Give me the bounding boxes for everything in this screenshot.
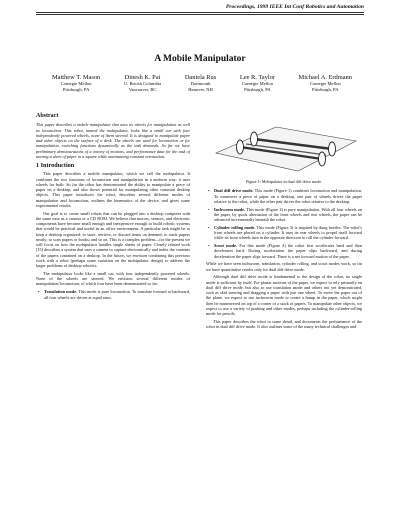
author-name: Matthew T. Mason: [52, 74, 101, 81]
mode-description: This mode (Figure 3) is inspired by dung beetles. The robot's front wheels are placed on a cylinder. It uses its rear wheels to propel itself forward while its front wheels turn in the opposite direction to roll the cylinder forward.: [214, 224, 362, 241]
abstract-heading: Abstract: [36, 113, 59, 119]
author-name: Michael A. Erdmann: [298, 74, 352, 81]
mode-name: Translation mode.: [44, 289, 78, 295]
abstract-text: This paper describes a mobile manipulator that uses its wheels for manipulation as well as locomotion. This robot, named the mobipulator, looks like a small car with four independently powered wheels, none of them steered. It is designed to manipulate paper and other objects on the surface of a desk. The wheels are used for locomotion or for manipulation, switching functions dynamically as the task demands. So far we have preliminary demonstrations of a variety of motions, and performance data for the task of moving a sheet of paper in a square while maintaining constant orientation.: [36, 122, 190, 159]
author-location: Pittsburgh, PA: [311, 86, 339, 92]
running-header: Proceedings, 1999 IEEE Int Conf Robotics and Automation: [225, 4, 364, 10]
mobipulator-illustration: [206, 117, 362, 177]
mode-description: This mode is pure locomotion. To translate forward or backward, all four wheels are driven at equal rates.: [44, 289, 191, 300]
list-item: [214, 207, 362, 223]
author-affiliation: Carnegie Mellon: [241, 81, 273, 86]
author-1: [52, 74, 100, 92]
wheel-icon: [251, 132, 258, 146]
paragraph: The mobipulator looks like a small car, with four independently powered wheels. None of the wheels are steered. We envision several different modes of manipulation/locomotion, of which four have been demonstrated so far:: [36, 270, 190, 287]
mode-description: This mode (Figure 1) combines locomotion and manipulation. To maneuver a piece of paper on a desktop, one pair of wheels drives the paper relative to the robot, while the other pair drives the robot relative to the desktop.: [214, 188, 362, 204]
list-item: [214, 188, 362, 204]
paragraph: This paper describes the robot in some detail, and documents the performance of the robot in dual diff drive mode. It also outlines some of the many technical challenges and: [206, 318, 362, 330]
mode-description: This mode (Figure 2) is pure manipulation. With all four wheels on the paper, by quick alternation of the front wheels and rear wheels, the paper can be advanced incrementally beneath the robot.: [214, 206, 362, 222]
author-name: Lee R. Taylor: [239, 74, 275, 81]
author-block: [52, 74, 352, 92]
author-location: Pittsburgh, PA: [244, 86, 271, 92]
wheel-icon: [319, 152, 326, 166]
left-column: [36, 114, 190, 302]
author-name: Daniela Rus: [184, 74, 217, 81]
paper-title: A Mobile Manipulator: [154, 54, 246, 64]
right-column: [206, 117, 362, 332]
author-location: Pittsburgh, PA: [62, 86, 90, 92]
author-name: Dinesh K. Pai: [124, 74, 161, 81]
paragraph: Our goal is to create small robots that can be plugged into a desktop computer with the same ease as a camera or a CD ROM. We believe that motors, sensors, and electronic components have become small enough and inexpensive enough to build robotic systems that would be practical and useful in an office environment. A particular task might be to keep a desktop organized: to store, retrieve, or discard items on demand; to stack papers neatly; to scan papers or books; and so on. This is a complex problem—for the present we will focus on how the mobipulator handles single sheets of paper. Closely related work [15] describes a system that uses a camera to capture electronically and index the contents of the papers contained on a desktop. In the future, we envision combining this previous work with a robot (perhaps some variation on the mobipulator design) to address the larger problems of desktop robotics.: [36, 210, 190, 269]
list-item: [214, 243, 362, 259]
section-heading-introduction: 1 Introduction: [36, 162, 75, 169]
wheel-icon: [237, 140, 244, 154]
author-location: Vancouver, BC: [128, 86, 157, 92]
mode-name: Scoot mode.: [214, 243, 238, 248]
author-affiliation: Dartmouth: [190, 81, 211, 86]
author-2: [124, 74, 161, 92]
mode-list: [206, 188, 362, 259]
author-affiliation: Carnegie Mellon: [60, 81, 92, 86]
author-affiliation: U. British Columbia: [123, 81, 162, 86]
paragraph: This paper describes a mobile manipulator, which we call the mobipulator. It combines the two functions of locomotion and manipulation in a uniform way: it uses wheels for both. So far the robot has demonstrated the ability to manipulate a piece of paper on a desktop, and also shows potential for manipulating other common desktop objects. This paper introduces the robot, describes several different modes of manipulation and locomotion, outlines the kinematics of the device, and gives some experimental results.: [36, 171, 190, 208]
paragraph: While we have seen inchworm, translation, cylinder rolling, and scoot modes work, so far we have quantitative results only for dual diff drive mode.: [206, 261, 362, 272]
header-rule-top: [36, 12, 364, 13]
list-item: [44, 289, 190, 300]
paragraph: Although dual diff drive mode is fundamental to the design of the robot, no single mode is sufficient by itself. For planar motions of the paper, we expect to rely primarily on dual diff drive mode, but also to use translation mode and others not yet demonstrated, such as skid steering and dragging a paper with just one wheel. To move the paper out of the plane, we expect to use inchworm mode to create a hump in the paper, which might then be maneuvered on top of a corner of a stack of papers. To manipulate other objects, we expect to use a variety of pushing and other modes, perhaps including the cylinder-rolling mode for pencils.: [206, 274, 362, 317]
author-4: [240, 74, 275, 92]
author-3: [185, 74, 216, 92]
mode-name: Cylinder rolling mode.: [214, 224, 256, 230]
mode-list: [36, 289, 190, 300]
author-5: [299, 74, 352, 92]
header-rule-bottom: [36, 14, 364, 15]
author-location: Hanover, NH: [188, 86, 213, 92]
author-affiliation: Carnegie Mellon: [309, 81, 341, 86]
list-item: [214, 225, 362, 241]
figure-caption: Figure 1: Mobipulator in dual diff drive mode.: [245, 179, 323, 184]
figure-1: [206, 117, 362, 177]
mode-name: Inchworm mode.: [214, 206, 246, 212]
mode-description: For this mode (Figure 4) the robot first accelerates hard and then decelerates hard. During acceleration the paper slips backward, and during deceleration the paper slips forward. There is a net forward motion of the paper.: [214, 243, 362, 259]
wheel-icon: [329, 142, 336, 156]
mode-name: Dual diff drive mode.: [214, 188, 254, 194]
